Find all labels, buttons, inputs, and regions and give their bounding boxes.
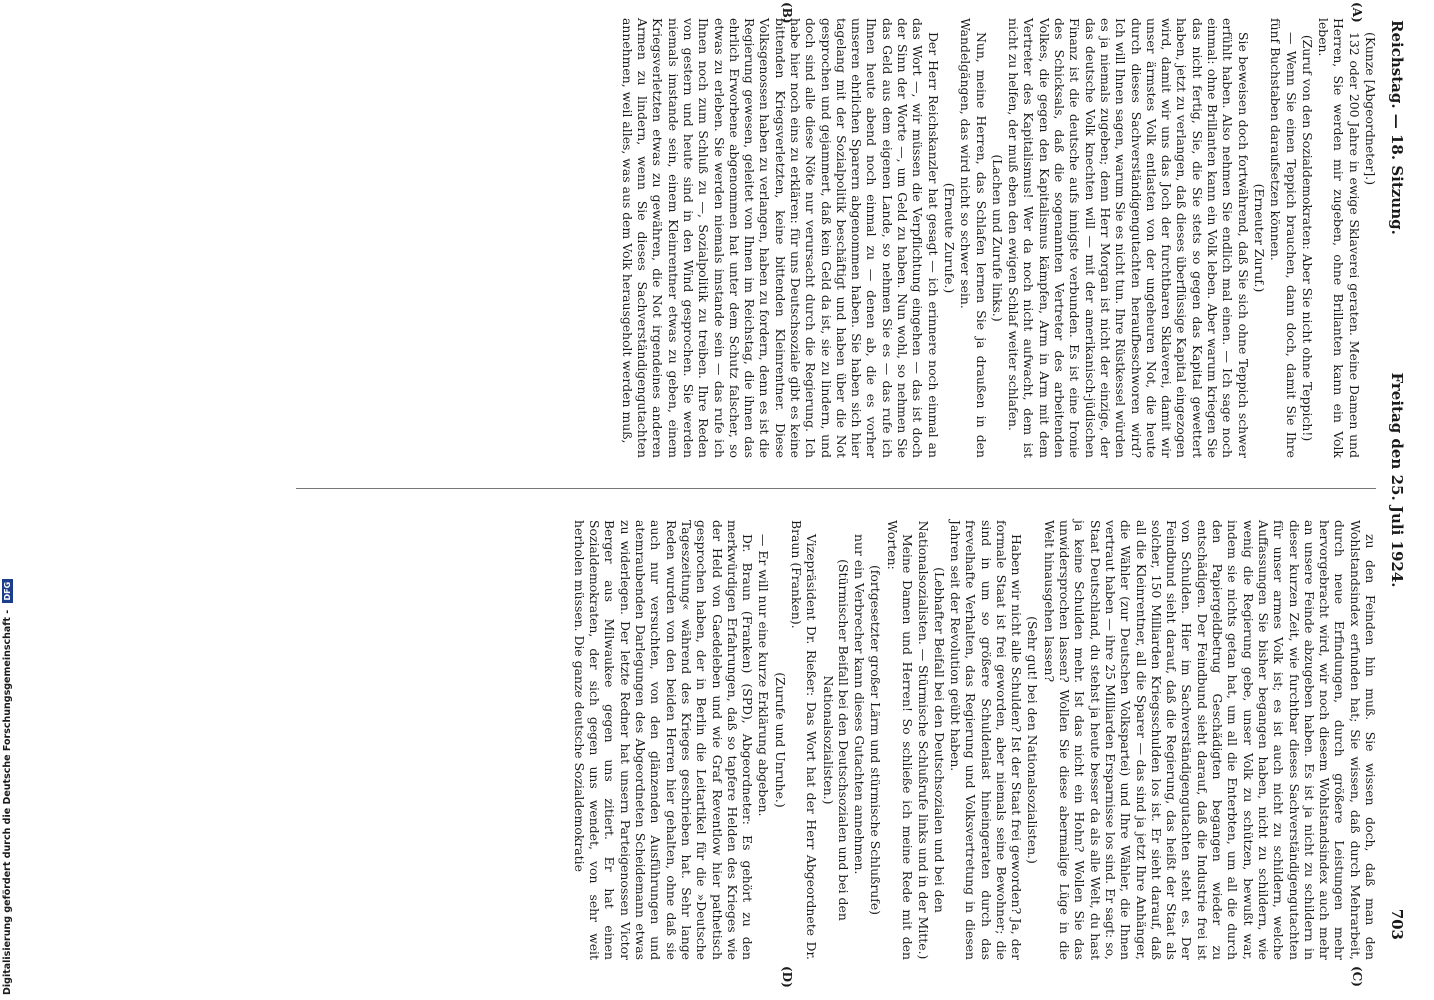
left-column	[618, 18, 1378, 458]
margin-mark-d: (D)	[780, 966, 794, 988]
paragraph: Sie beweisen doch fortwährend, daß Sie sich ohne Teppich schwer erfühlt haben. Also nehmen Sie endlich mal einen. — Ich sage noch einmal: ohne Brillanten kann ein Volk leben. Aber warum kriegen Sie das nicht fertig, Sie, die Sie stets so gegen das Kapital gewettert haben, jetzt zu verlangen, daß dieses überflüssige Kapital eingezogen wird, damit wir uns das Joch der furchtbaren Sklaverei, damit wir unser ärmstes Volk entlasten von der ungeheuren Not, die heute durch dieses Sachverständigengutachten heraufbeschworen wird? Ich will Ihnen sagen, warum Sie es nicht tun. Ihre Rüstkessel würden es ja niemals zugeben; denn Herr Morgan ist nicht der einzige, der das deutsche Volk knechten will — mit der amerikanisch-jüdischen Finanz ist die deutsche aufs innigste verbunden. Es ist eine Ironie des Schicksals, daß die sogenannten Vertreter des arbeitenden Volkes, die gegen den Kapitalismus kämpfen, Arm in Arm mit dem Vertreter des Kapitalismus! Wer da noch nicht aufwacht, dem ist nicht zu helfen, der muß eben den ewigen Schlaf weiter schlafen.	[1006, 18, 1251, 458]
paragraph: Haben wir nicht alle Schulden? Ist der Staat frei geworden? Ja, der formale Staat ist frei geworden, aber niemals seine Bewohner; die sind in um so größere Schuldenlast hineingeraten durch das frevelhafte Verhalten, das Regierung und Volksvertretung in diesen Jahren seit der Revolution geübt haben.	[947, 520, 1025, 960]
header-left: Reichstag. — 18. Sitzung.	[1388, 20, 1406, 235]
interjection: (Lebhafter Beifall bei den Deutschsozialen und bei den Nationalsozialisten. — Stürmische Schlußrufe links und in der Mitte.)	[916, 520, 947, 960]
paragraph: zu den Feinden hin muß. Sie wissen doch, daß man den Wohlstandsindex erfunden hat; Sie wissen, daß durch Mehrarbeit, durch neue Erfindungen, durch größere Leistungen mehr hervorgebracht wird, wir noch diesem Wohlstandsindex auch mehr an unsere Feinde abzugeben haben. Es ist ja nicht zu schildern in dieser kurzen Zeit, wie furchtbar dieses Sachverständigengutachten für unser armes Volk ist; es ist auch nicht zu schildern, welche Auffassungen Sie bisher begangen haben, nicht zu schildern, wie wenig die Regierung gebe, unser Volk zu schützen, bewußt war, indem sie nichts getan hat, um all die Enterbten, um all die durch den Papiergeldbetrug Geschädigten begangen wieder zu entschädigen. Der Feindbund sieht darauf, daß die Industrie frei ist von Schulden. Hier im Sachverständigengutachten steht es. Der Feindbund sieht darauf, daß die Regierung, das heißt der Staat als solcher, 150 Milliarden Kriegsschulden los ist. Er sieht darauf, daß all die Kleinrentner, all die Sparer — das sind ja jetzt Ihre Anhänger, die Wähler (zur Deutschen Volkspartei) und Ihre Wähler, die Ihnen vertraut haben — ihre 25 Milliarden Ersparnisse los sind. Er sagt: so, Staat Deutschland, du stehst ja heute besser da als alle Welt, du hast ja keine Schulden mehr. Ist das nicht ein Hohn? Wollen Sie das unwidersprochen lassen? Wollen Sie diese abermalige Lüge in die Welt hinausgehen lassen?	[1041, 520, 1378, 960]
paragraph: Dr. Braun (Franken) (SPD), Abgeordneter: Es gehört zu den merkwürdigen Erfahrungen, daß so tapfere Helden des Krieges wie der Held von Gaedeleben und wie Graf Reventlow hier pathetisch gesprochen haben, der in Berlin die Leitartikel für die »Deutsche Tageszeitung« während des Krieges geschrieben hat. Sehr lange Reden wurden von den beiden Herren hier gehalten, ohne daß sie auch nur versuchten, von den glänzenden Ausführungen und atemraubenden Darlegungen des Abgeordneten Scheidemann etwas zu widerlegen. Der letzte Redner hat unsern Parteigenossen Victor Berger aus Milwaukee gegen uns zitiert. Er hat einen Sozialdemokraten, der sich gegen uns wendet, von sehr weit herholen müssen. Die ganze deutsche Sozialdemokratie	[571, 520, 756, 960]
margin-mark-b: (B)	[780, 2, 794, 24]
paragraph: Vizepräsident Dr. Rießer: Das Wort hat der Herr Abgeordnete Dr. Braun (Franken).	[789, 520, 820, 960]
paragraph: Der Herr Reichskanzler hat gesagt — ich erinnere noch einmal an das Wort —, wir müssen die Verpflichtung eingehen — das ist doch der Sinn der Worte —, um Geld zu haben. Nun wohl, so nehmen Sie das Geld aus dem eigenen Lande, so nehmen Sie es — das rufe ich Ihnen heute abend noch einmal zu — denen ab, die es vorher unseren ehrlichen Sparern abgenommen haben. Sie haben sich hier tagelang mit der Sozialpolitik beschäftigt und haben über die Not gesprochen und gejammert, daß kein Geld da ist, sie zu lindern, und doch sind alle diese Nöte nur verursacht durch die Regierung. Ich habe hier noch eins zu erklären: für uns Deutschsoziale gibt es keine bittenden Kriegsverletzten, keine bittenden Kleinrentner. Diese Volksgenossen haben zu verlangen, haben zu fordern, denn es ist die Regierung gewesen, geleitet von Ihnen im Reichstag, die ihnen das ehrlich Erworbene abgenommen hat unter dem Schutz falscher, so etwas zu erleben. Sie werden niemals imstande sein — das rufe ich Ihnen noch zum Schluß zu —, Sozialpolitik zu treiben. Ihre Reden von gestern und heute sind in den Wind gesprochen. Sie werden niemals imstande sein, einem Kleinrentner etwas zu geben, einem Kriegsverletzten etwas zu gewähren, die Not irgendeines anderen Armen zu lindern, wenn Sie dieses Sachverständigengutachten annehmen, weil alles, was aus dem Volk herausgeholt werden muß,	[619, 18, 941, 458]
interjection: (Zurufe und Unruhe.)	[772, 672, 788, 808]
interjection: (fortgesetzter großer Lärm und stürmische Schlußrufe)	[868, 564, 884, 916]
paragraph: nur ein Verbrecher kann dieses Gutachten annehmen.	[852, 534, 868, 875]
right-column	[571, 520, 1378, 960]
margin-mark-a: (A)	[1350, 2, 1364, 23]
page-number: 703	[1388, 908, 1406, 940]
interjection: (Lachen und Zurufe links.)	[989, 154, 1005, 322]
dfg-logo: DFG	[2, 579, 13, 604]
footer-text: Digitalisierung gefördert durch die Deutsche Forschungsgemeinschaft -	[2, 609, 13, 995]
paragraph: Meine Damen und Herren! So schließe ich meine Rede mit den Worten:	[884, 520, 916, 960]
paragraph: (Kunze [Abgeordneter].)	[1363, 32, 1378, 186]
footer-credit	[2, 579, 13, 995]
margin-mark-c: (C)	[1350, 966, 1364, 987]
interjection: (Zuruf von den Sozialdemokraten: Aber Sie nicht ohne Teppich!)	[1299, 34, 1315, 442]
paragraph: 132 oder 200 Jahre in ewige Sklaverei geraten. Meine Damen und Herren, Sie werden mir zugeben, ohne Brillanten kann ein Volk leben.	[1316, 18, 1362, 458]
paragraph: Nun, meine Herren, das Schlafen lernen Sie ja draußen in den Wandelgängen, das wird nicht so schwer sein.	[958, 18, 989, 458]
running-header	[1380, 20, 1406, 940]
paragraph: — Wenn Sie einen Teppich brauchen, dann doch, damit Sie Ihre fünf Buchstaben daraufsetzen können.	[1268, 18, 1299, 458]
paragraph: — Er will nur eine kurze Erklärung abgeben.	[756, 534, 772, 817]
header-date: Freitag den 25. Juli 1924.	[1388, 372, 1406, 588]
interjection: (Sehr gut! bei den Nationalsozialisten.)	[1025, 616, 1041, 864]
interjection: (Erneuter Zuruf.)	[1251, 183, 1267, 293]
interjection: (Stürmischer Beifall bei den Deutschsozialen und bei den Nationalsozialisten.)	[820, 559, 851, 921]
column-rule	[296, 488, 1376, 489]
interjection: (Erneute Zurufe.)	[941, 182, 957, 294]
